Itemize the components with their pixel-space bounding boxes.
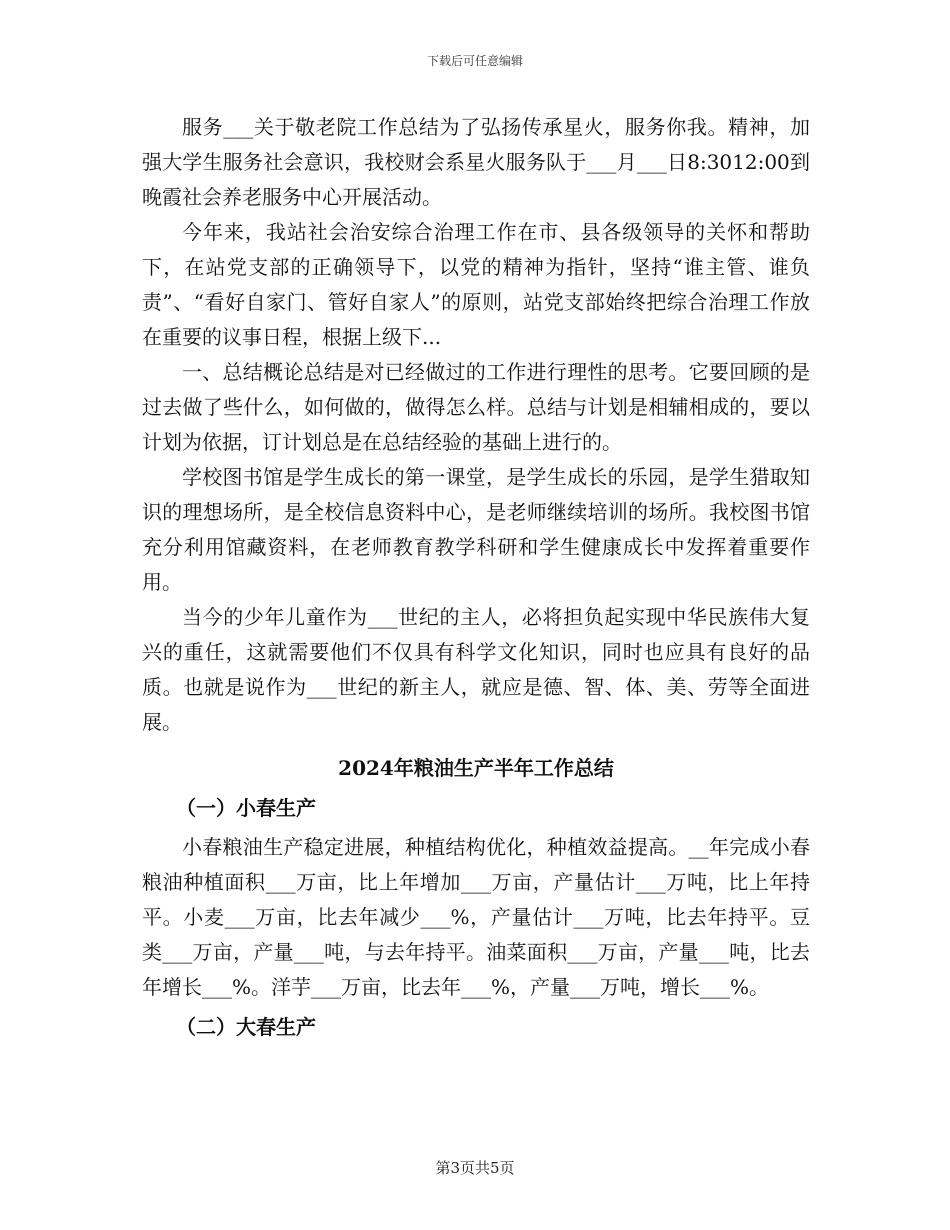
subheading-big-spring: （二）大春生产 [176, 1015, 316, 1039]
paragraph: 一、总结概论总结是对已经做过的工作进行理性的思考。它要回顾的是过去做了些什么，如何做的，做得怎么样。总结与计划是相辅相成的，要以计划为依据，订计划总是在总结经验的基础上进行的。 [142, 360, 810, 454]
section-title: 2024年粮油生产半年工作总结 [338, 756, 614, 780]
subheading-small-spring: （一）小春生产 [176, 796, 316, 820]
paragraph: 今年来，我站社会治安综合治理工作在市、县各级领导的关怀和帮助下，在站党支部的正确领导下，以党的精神为指针，坚持“谁主管、谁负责”、“看好自家门、管好自家人”的原则，站党支部始终把综合治理工作放在重要的议事日程，根据上级下... [142, 220, 810, 349]
document-body [142, 110, 810, 1049]
page-footer: 第3页共5页 [435, 1159, 515, 1177]
paragraph: 学校图书馆是学生成长的第一课堂，是学生成长的乐园，是学生猎取知识的理想场所，是全校信息资料中心，是老师继续培训的场所。我校图书馆充分利用馆藏资料，在老师教育教学科研和学生健康成长中发挥着重要作用。 [142, 465, 810, 594]
page-header: 下载后可任意编辑 [426, 54, 523, 68]
paragraph: 当今的少年儿童作为___世纪的主人，必将担负起实现中华民族伟大复兴的重任，这就需要他们不仅具有科学文化知识，同时也应具有良好的品质。也就是说作为___世纪的新主人，就应是德、智、体、美、劳等全面进展。 [142, 605, 810, 734]
paragraph: 小春粮油生产稳定进展，种植结构优化，种植效益提高。__年完成小春粮油种植面积___万亩，比上年增加___万亩，产量估计___万吨，比上年持平。小麦___万亩，比去年减少___%，产量估计___万吨，比去年持平。豆类___万亩，产量___吨，与去年持平。油菜面积___万亩，产量___吨，比去年增长___%。洋芋___万亩，比去年___%，产量___万吨，增长___%。 [142, 835, 810, 999]
paragraph: 服务___关于敬老院工作总结为了弘扬传承星火，服务你我。精神，加强大学生服务社会意识，我校财会系星火服务队于___月___日8:3012:00到晚霞社会养老服务中心开展活动。 [142, 115, 810, 209]
